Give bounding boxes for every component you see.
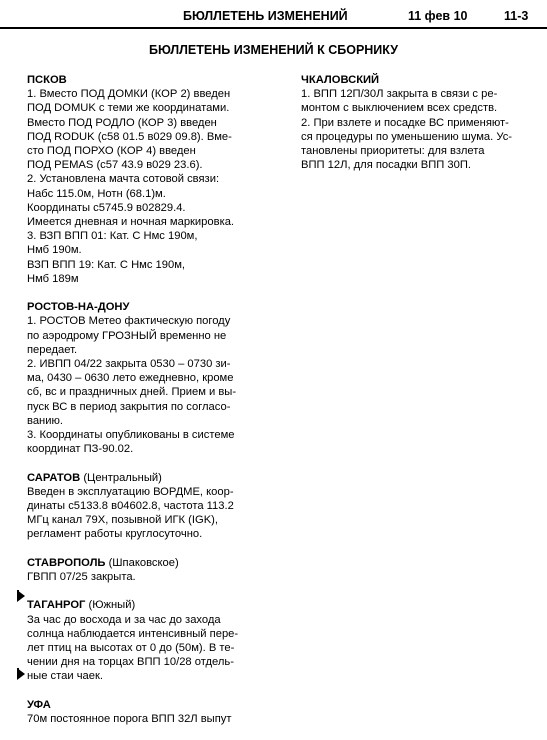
section-text-line: Введен в эксплуатацию ВОРДМЕ, коор-	[27, 485, 234, 498]
section-text-line: ванию.	[27, 414, 63, 427]
section-text-line: 2. ИВПП 04/22 закрыта 0530 – 0730 зи-	[27, 358, 231, 371]
section-text-line: по аэродрому ГРОЗНЫЙ временно не	[27, 329, 227, 342]
section-text-line: 1. РОСТОВ Метео фактическую погоду	[27, 315, 231, 328]
section-title: ТАГАНРОГ	[27, 599, 86, 612]
section-text-line: За час до восхода и за час до захода	[27, 613, 221, 626]
section-heading	[27, 300, 282, 314]
header-title: БЮЛЛЕТЕНЬ ИЗМЕНЕНИЙ	[183, 9, 348, 23]
section-text-line: ПОД RODUK (с58 01.5 в029 09.8). Вме-	[27, 130, 232, 143]
section-heading	[27, 698, 282, 712]
section-text-line: тановлены приоритеты: для взлета	[301, 145, 485, 158]
section-text-line: передает.	[27, 343, 78, 356]
section-text-line: 2. При взлете и посадке ВС применяют-	[301, 116, 509, 129]
section-text-line: 2. Установлена мачта сотовой связи:	[27, 173, 220, 186]
section-text-line: ся процедуры по уменьшению шума. Ус-	[301, 130, 513, 143]
left-column	[27, 73, 282, 740]
section-subtitle: (Южный)	[85, 599, 136, 612]
document-title: БЮЛЛЕТЕНЬ ИЗМЕНЕНИЙ К СБОРНИКУ	[148, 43, 399, 57]
section-text-line: лет птиц на высотах от 0 до (50м). В те-	[27, 642, 235, 655]
section-text-line: Координаты с5745.9 в02829.4.	[27, 201, 186, 214]
section-text-line: 3. Координаты опубликованы в системе	[27, 429, 235, 442]
section-text-line: 70м постоянное порога ВПП 32Л выпут	[27, 713, 232, 726]
section-text-line: Вместо ПОД РОДЛО (КОР 3) введен	[27, 116, 217, 129]
section-text-line: координат ПЗ-90.02.	[27, 443, 134, 456]
section-heading	[27, 598, 282, 612]
section-title: УФА	[27, 698, 51, 711]
section-text-line: ПОД PEMAS (с57 43.9 в029 23.6).	[27, 159, 203, 172]
section-text-line: Нмб 190м.	[27, 244, 82, 257]
section-text-line: ма, 0430 – 0630 лето ежедневно, кроме	[27, 372, 234, 385]
section-text-line: 1. Вместо ПОД ДОМКИ (КОР 2) введен	[27, 88, 231, 101]
section-text-line: 3. ВЗП ВПП 01: Кат. С Нмс 190м,	[27, 230, 198, 243]
header-date: 11 фев 10	[408, 9, 468, 23]
section-text-line: МГц канал 79Х, позывной ИГК (IGK),	[27, 514, 218, 527]
section-text-line: сб, вс и праздничных дней. Прием и вы-	[27, 386, 237, 399]
section-heading	[27, 73, 282, 87]
section-text-line: солнца наблюдается интенсивный пере-	[27, 627, 239, 640]
section-text-line: регламент работы круглосуточно.	[27, 528, 203, 541]
change-marker-end-icon	[17, 668, 25, 680]
section-text-line: ВПП 12Л, для посадки ВПП 30П.	[301, 159, 471, 172]
section-text-line: ПОД DOMUK с теми же координатами.	[27, 102, 230, 115]
section-heading	[27, 556, 282, 570]
section-heading	[301, 73, 541, 87]
section-title: ПСКОВ	[27, 74, 67, 86]
section-title: ЧКАЛОВСКИЙ	[301, 74, 380, 86]
section-text-line: динаты с5133.8 в04602.8, частота 113.2	[27, 500, 234, 513]
section-title: САРАТОВ	[27, 471, 81, 484]
section-text-line: ВЗП ВПП 19: Кат. С Нмс 190м,	[27, 258, 186, 271]
section-text-line: чении дня на торцах ВПП 10/28 отдель-	[27, 656, 234, 669]
section-title: СТАВРОПОЛЬ	[27, 556, 106, 569]
section-text-line: Набс 115.0м, Нотн (68.1)м.	[27, 187, 166, 200]
section-subtitle: (Шпаковское)	[105, 556, 179, 569]
section-text-line: ные стаи чаек.	[27, 670, 103, 683]
section-text-line: ГВПП 07/25 закрыта.	[27, 571, 136, 584]
section	[27, 73, 282, 286]
section	[27, 471, 282, 542]
right-column	[301, 73, 541, 187]
section-text-line: Имеется дневная и ночная маркировка.	[27, 216, 235, 229]
section-text-line: сто ПОД ПОРХО (КОР 4) введен	[27, 145, 196, 158]
header-rule	[0, 27, 547, 29]
section-heading	[27, 471, 282, 485]
section-subtitle: (Центральный)	[80, 471, 162, 484]
section	[27, 598, 282, 683]
header-page-number: 11-3	[504, 9, 529, 23]
section-title: РОСТОВ-НА-ДОНУ	[27, 301, 130, 314]
section	[27, 556, 282, 584]
section	[27, 300, 282, 456]
section-text-line: монтом с выключением всех средств.	[301, 102, 498, 115]
section	[301, 73, 541, 172]
section-text-line: 1. ВПП 12П/30Л закрыта в связи с ре-	[301, 88, 498, 101]
section-text-line: пуск ВС в период закрытия по согласо-	[27, 400, 231, 413]
change-marker-start-icon	[17, 590, 25, 602]
section-text-line: Нмб 189м	[27, 272, 79, 285]
section	[27, 698, 282, 726]
